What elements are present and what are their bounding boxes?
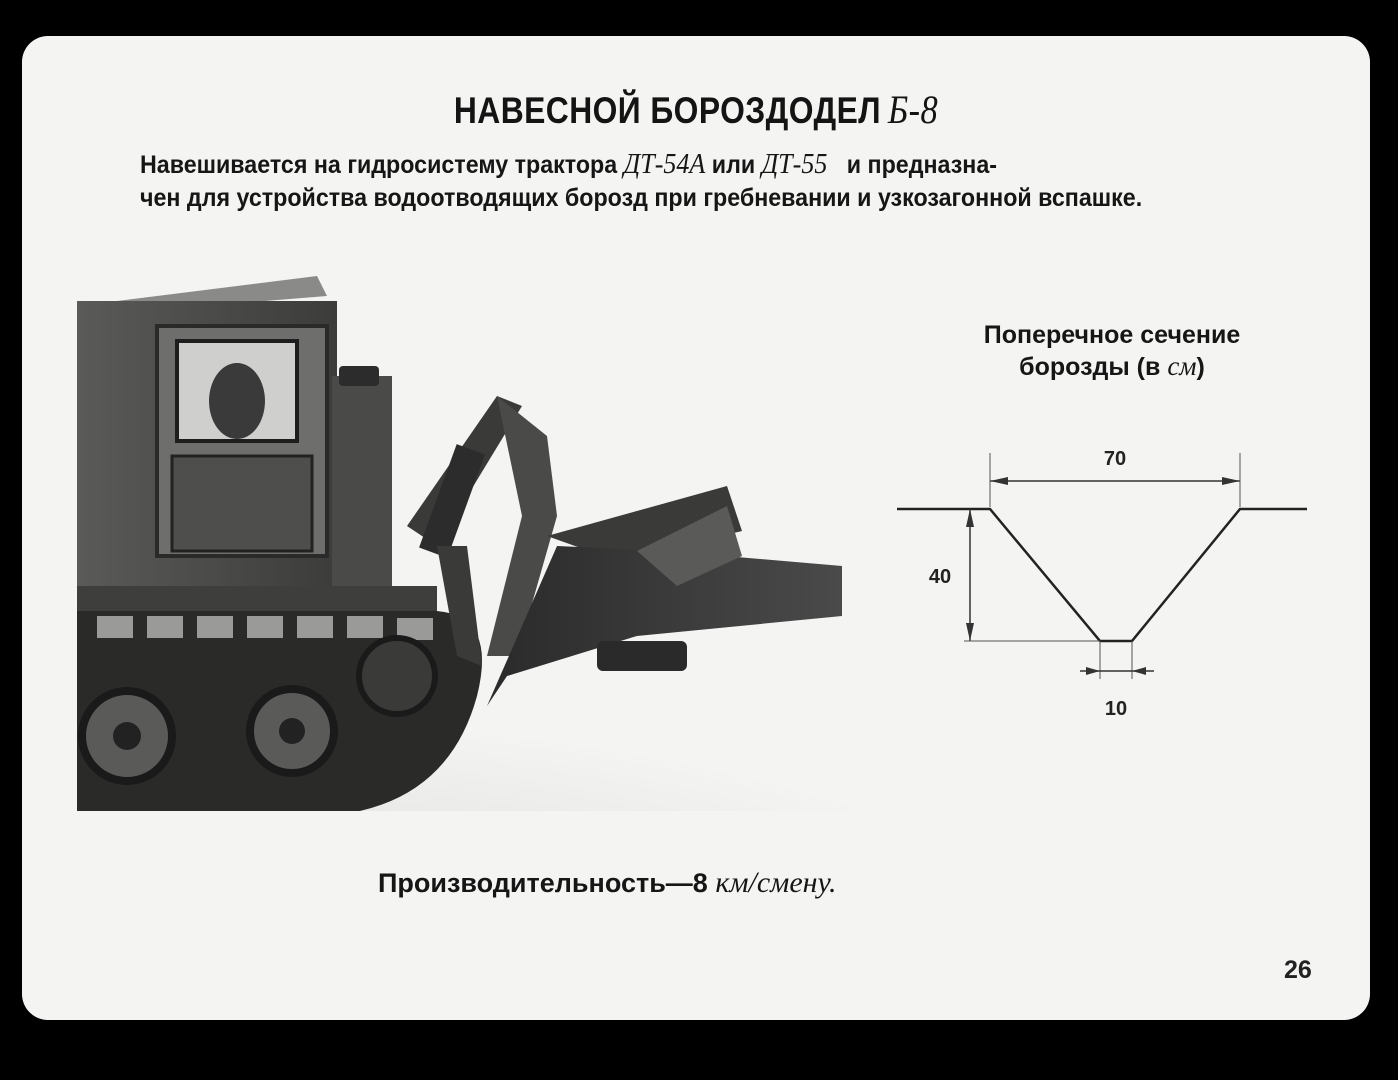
page-number: 26 bbox=[1284, 956, 1312, 984]
description bbox=[140, 148, 1280, 215]
title-model: Б-8 bbox=[887, 87, 939, 132]
cross-section-title-line-1: Поперечное сечение bbox=[983, 321, 1241, 349]
furrow-cross-section-diagram bbox=[882, 441, 1322, 741]
tractor-model-2: ДТ-55 bbox=[761, 149, 828, 180]
page-title bbox=[116, 86, 1275, 133]
description-line-2: чен для устройства водоотводящих борозд при гребневании и узкозагонной вспашке. bbox=[140, 184, 1143, 212]
furrow-profile bbox=[897, 509, 1307, 641]
bottom-width-label: 10 bbox=[1104, 698, 1128, 720]
cross-section-title-line-2 bbox=[957, 351, 1267, 383]
description-text-b: или bbox=[711, 151, 756, 179]
title-main: НАВЕСНОЙ БОРОЗДОДЕЛ bbox=[453, 90, 881, 131]
depth-label: 40 bbox=[928, 566, 952, 588]
slide bbox=[22, 36, 1370, 1020]
description-text-a: Навешивается на гидросистему трактора bbox=[140, 151, 618, 179]
productivity-label: Производительность—8 bbox=[378, 868, 708, 898]
cross-section-title-paren: ) bbox=[1196, 353, 1205, 381]
productivity bbox=[378, 866, 836, 900]
cross-section-title-text: борозды (в bbox=[1019, 353, 1161, 381]
tractor-photo bbox=[77, 266, 867, 811]
cross-section-unit: см bbox=[1167, 351, 1197, 381]
tractor-model-1: ДТ-54А bbox=[623, 149, 706, 180]
cross-section-title bbox=[957, 320, 1267, 383]
description-line-1 bbox=[140, 148, 1200, 182]
description-text-c: и предназна- bbox=[846, 151, 997, 179]
top-width-label: 70 bbox=[1103, 448, 1127, 470]
productivity-unit: км/смену. bbox=[715, 866, 837, 899]
